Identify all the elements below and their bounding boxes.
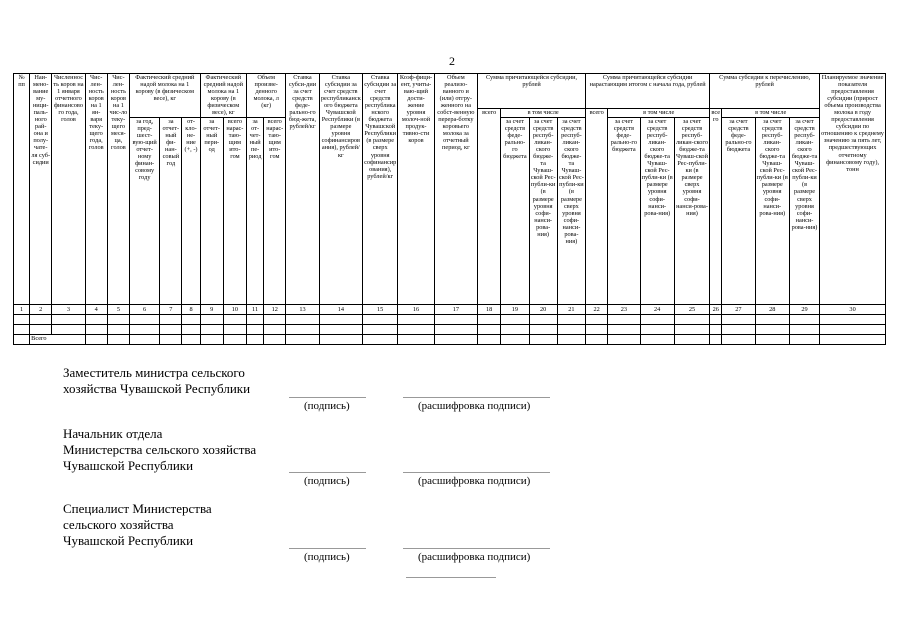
- colnum-5: 5: [107, 305, 129, 315]
- end-divider: [406, 577, 496, 578]
- header-c7: за отчет-ный фи-нан-совый год: [160, 118, 182, 305]
- signature-title-department-head: Начальник отдела Министерства сельского хозяйства Чувашской Республики: [63, 426, 257, 473]
- colnum-10: 10: [223, 305, 246, 315]
- header-c25: за счет средств респуб-ликан-ского бюдже-та Чуваш-ской Рес-публи-ки (в размере сверх уровня софи-нанси-рова-ния): [674, 118, 709, 305]
- header-g22: Сумма причитающейся субсидии нарастающим итогом с начала года, рублей: [586, 74, 710, 109]
- signature-caption: (подпись): [304, 475, 350, 487]
- header-c16: Коэф-фици-ент, учиты-ваю-щий дости-жение уровня молоч-ной продук-тивно-сти коров: [398, 74, 434, 305]
- header-c19-21: в том числе: [501, 109, 586, 118]
- header-c8: от-кло-не-ние (+, -): [182, 118, 200, 305]
- colnum-26: 26: [710, 305, 722, 315]
- header-c19: за счет средств феде-рально-го бюджета: [501, 118, 529, 305]
- header-c11: за от-чет-ный пе-риод: [247, 118, 264, 305]
- header-c27: за счет средств феде-рально-го бюджета: [722, 118, 755, 305]
- colnum-14: 14: [319, 305, 362, 315]
- signature-line: [289, 397, 366, 398]
- header-c27-29: в том числе: [722, 109, 820, 118]
- colnum-15: 15: [363, 305, 398, 315]
- colnum-4: 4: [85, 305, 107, 315]
- header-g11: Объем произве-денного молока, л (кг): [247, 74, 286, 118]
- header-c15: Ставка субсидии за счет средств республиканского бюджета Чувашской Республики (в размере сверх уровня софинансирования), рублей/кг: [363, 74, 398, 305]
- header-c3: Численность коров на 1 января отчетного финансового года, голов: [52, 74, 85, 305]
- colnum-8: 8: [182, 305, 200, 315]
- header-c1: № пп: [14, 74, 30, 305]
- table-row: [14, 315, 886, 325]
- colnum-12: 12: [264, 305, 286, 315]
- signature-decode-caption: (расшифровка подписи): [418, 400, 531, 412]
- header-c13: Ставка субси-дии за счет средств феде-рально-го бюд-жета, рублей/кг: [286, 74, 319, 305]
- header-c2: Наи-мено-вание му-ници-паль-ного рай-она и полу-чате-ля суб-сидии: [30, 74, 52, 305]
- signature-caption: (подпись): [304, 551, 350, 563]
- colnum-3: 3: [52, 305, 85, 315]
- header-g6: Фактический средний надой молока на 1 корову (в физическом весе), кг: [130, 74, 201, 118]
- header-c17: Объем реализо-ванного и (или) отгру-женного на собст-венную перера-ботку коровьего молока за отчетный период, кг: [434, 74, 477, 305]
- colnum-6: 6: [130, 305, 160, 315]
- header-g18: Сумма причитающейся субсидии, рублей: [478, 74, 586, 109]
- colnum-7: 7: [160, 305, 182, 315]
- header-c9: за отчет-ный пери-од: [200, 118, 223, 305]
- colnum-13: 13: [286, 305, 319, 315]
- signature-line: [289, 472, 366, 473]
- header-c23-25: в том числе: [608, 109, 710, 118]
- colnum-28: 28: [755, 305, 789, 315]
- header-c30: Планируемое значение показателя предоставления субсидии (прирост объема производства молока в году предоставления субсидии по отношению к среднему значению за пять лет, предшествующих отчетному финансовому году), тонн: [820, 74, 886, 305]
- table-row: [14, 325, 886, 335]
- column-number-row: [14, 305, 886, 315]
- colnum-25: 25: [674, 305, 709, 315]
- colnum-30: 30: [820, 305, 886, 315]
- header-c23: за счет средств феде-рально-го бюджета: [608, 118, 640, 305]
- header-g9: Фактический средний надой молока на 1 корову (в физическом весе), кг: [200, 74, 246, 118]
- signature-line: [289, 548, 366, 549]
- total-row: [14, 335, 886, 345]
- signature-title-specialist: Специалист Министерства сельского хозяйства Чувашской Республики: [63, 501, 212, 548]
- signature-decode-caption: (расшифровка подписи): [418, 475, 531, 487]
- header-c29: за счет средств респуб-ликан-ского бюдже-та Чуваш-ской Рес-публи-ки (в размере сверх уровня софи-нанси-рова-ния): [789, 118, 819, 305]
- colnum-20: 20: [529, 305, 557, 315]
- signature-decode-line: [403, 472, 550, 473]
- colnum-21: 21: [557, 305, 585, 315]
- colnum-29: 29: [789, 305, 819, 315]
- header-g26: Сумма субсидии к перечислению, рублей: [710, 74, 820, 109]
- subsidy-table: [13, 73, 886, 345]
- header-c14: Ставка субсидии за счет средств республиканского бюджета Чувашской Республики (в размере уровня софинансирования), рублей/кг: [319, 74, 362, 305]
- signature-decode-caption: (расшифровка подписи): [418, 551, 531, 563]
- header-c24: за счет средств респуб-ликан-ского бюдже-та Чуваш-ской Рес-публи-ки (в размере уровня софи-нанси-рова-ния): [640, 118, 674, 305]
- header-c18: всего: [478, 109, 501, 305]
- colnum-9: 9: [200, 305, 223, 315]
- colnum-23: 23: [608, 305, 640, 315]
- colnum-2: 2: [30, 305, 52, 315]
- header-c5: Чис-лен-ность коров на 1 чис-ло теку-щего меся-ца, голов: [107, 74, 129, 305]
- colnum-11: 11: [247, 305, 264, 315]
- signature-decode-line: [403, 397, 550, 398]
- header-c6: за год, пред-шест-вую-щий отчет-ному финан-совому году: [130, 118, 160, 305]
- colnum-16: 16: [398, 305, 434, 315]
- colnum-17: 17: [434, 305, 477, 315]
- signature-decode-line: [403, 548, 550, 549]
- total-label: Всего: [30, 335, 85, 345]
- signature-caption: (подпись): [304, 400, 350, 412]
- header-c10: всего нарас-таю-щим ито-гом: [223, 118, 246, 305]
- header-c26: всего: [710, 109, 722, 305]
- header-c12: всего нарас-таю-щим ито-гом: [264, 118, 286, 305]
- header-c22: всего: [586, 109, 608, 305]
- header-c21: за счет средств респуб-ликан-ского бюдже-та Чуваш-ской Рес-публи-ки (в размере сверх уровня софи-нанси-рова-ния): [557, 118, 585, 305]
- colnum-22: 22: [586, 305, 608, 315]
- colnum-1: 1: [14, 305, 30, 315]
- colnum-19: 19: [501, 305, 529, 315]
- header-c20: за счет средств респуб-ликан-ского бюдже-та Чуваш-ской Рес-публи-ки (в размере уровня софи-нанси-рова-ния): [529, 118, 557, 305]
- page-number: 2: [449, 54, 455, 68]
- header-c28: за счет средств респуб-ликан-ского бюдже-та Чуваш-ской Рес-публи-ки (в размере уровня софи-нанси-рова-ния): [755, 118, 789, 305]
- signature-title-deputy-minister: Заместитель министра сельского хозяйства Чувашской Республики: [63, 365, 251, 396]
- colnum-24: 24: [640, 305, 674, 315]
- header-c4: Чис-лен-ность коров на 1 ян-варя теку-щего года, голов: [85, 74, 107, 305]
- colnum-27: 27: [722, 305, 755, 315]
- colnum-18: 18: [478, 305, 501, 315]
